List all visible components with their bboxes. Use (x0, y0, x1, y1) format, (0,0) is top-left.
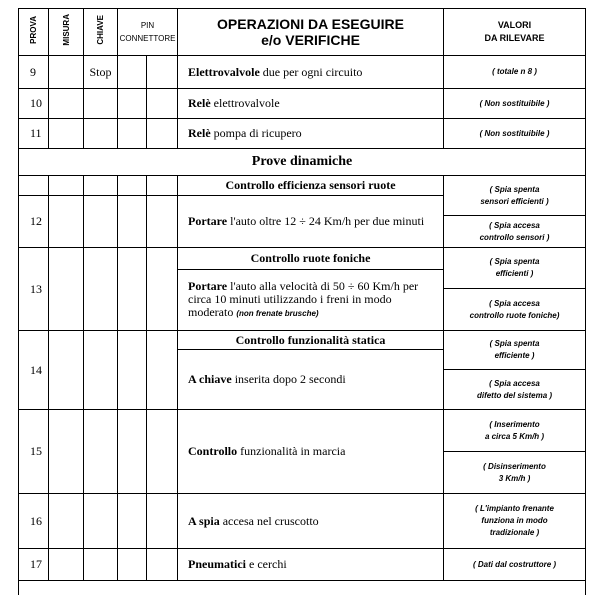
table-row (19, 410, 586, 452)
value-cell: ( Spia spenta efficiente ) (444, 331, 586, 370)
misura-cell (49, 410, 84, 494)
prova-number: 17 (19, 549, 49, 581)
value-cell: ( Dati dal costruttore ) (444, 549, 586, 581)
operation-cell: Portare l'auto alla velocità di 50 ÷ 60 Km/h per circa 10 minuti utilizzando i freni in modo moderato (non frenate brusche) (178, 270, 444, 331)
pin-cell-a (118, 196, 147, 248)
operation-cell: A spia accesa nel cruscotto (178, 494, 444, 549)
value-cell: ( Spia accesa difetto del sistema ) (444, 370, 586, 410)
misura-cell (49, 494, 84, 549)
pin-cell-a (118, 410, 147, 494)
value-cell: ( Disinserimento 3 Km/h ) (444, 452, 586, 494)
misura-cell (49, 248, 84, 331)
table-row (19, 56, 586, 89)
table-row (19, 119, 586, 149)
header-values: VALORI DA RILEVARE (444, 9, 586, 56)
blank-cell (19, 581, 586, 595)
header-row (19, 9, 586, 56)
pin-cell-b (147, 196, 178, 248)
chiave-cell (84, 331, 118, 410)
pin-cell-b (147, 410, 178, 494)
value-cell: ( Spia spenta efficienti ) (444, 248, 586, 289)
chiave-cell: Stop (84, 56, 118, 89)
pin-cell-b (147, 494, 178, 549)
section-row (19, 149, 586, 176)
table-row (19, 549, 586, 581)
value-cell: ( Spia spenta sensori efficienti ) (444, 176, 586, 216)
pin-cell-b (147, 56, 178, 89)
section-title: Prove dinamiche (19, 149, 586, 176)
pin-cell-a (118, 248, 147, 331)
prova-number: 14 (19, 331, 49, 410)
pin-cell-a (118, 56, 147, 89)
table-row (19, 331, 586, 350)
pin-cell-a (118, 494, 147, 549)
value-cell: ( Spia accesa controllo ruote foniche) (444, 289, 586, 331)
blank-cell (147, 176, 178, 196)
table-row (19, 248, 586, 270)
prova-number: 10 (19, 89, 49, 119)
pin-cell-a (118, 549, 147, 581)
verification-table-sheet (18, 8, 585, 600)
blank-cell (84, 176, 118, 196)
operation-subheading: Controllo ruote foniche (178, 248, 444, 270)
pin-cell-b (147, 549, 178, 581)
prova-number: 11 (19, 119, 49, 149)
value-cell: ( Non sostituibile ) (444, 119, 586, 149)
misura-cell (49, 119, 84, 149)
chiave-cell (84, 549, 118, 581)
misura-cell (49, 331, 84, 410)
header-operations: OPERAZIONI DA ESEGUIRE e/o VERIFICHE (178, 9, 444, 56)
chiave-cell (84, 119, 118, 149)
table-row-partial (19, 581, 586, 595)
operation-cell: Pneumatici e cerchi (178, 549, 444, 581)
operation-subheading: Controllo funzionalità statica (178, 331, 444, 350)
chiave-cell (84, 248, 118, 331)
prova-number: 9 (19, 56, 49, 89)
pin-cell-b (147, 248, 178, 331)
pin-cell-a (118, 89, 147, 119)
pin-cell-a (118, 119, 147, 149)
blank-cell (118, 176, 147, 196)
operation-cell: Relè elettrovalvole (178, 89, 444, 119)
header-chiave: CHIAVE (84, 9, 118, 56)
value-cell: ( Non sostituibile ) (444, 89, 586, 119)
pin-cell-a (118, 331, 147, 410)
value-cell: ( L'impianto frenante funziona in modo tradizionale ) (444, 494, 586, 549)
value-cell: ( Spia accesa controllo sensori ) (444, 216, 586, 248)
header-prova: PROVA (19, 9, 49, 56)
misura-cell (49, 549, 84, 581)
prova-number: 16 (19, 494, 49, 549)
header-pin-connettore: PIN CONNETTORE (118, 9, 178, 56)
pin-cell-b (147, 331, 178, 410)
blank-cell (49, 176, 84, 196)
chiave-cell (84, 89, 118, 119)
table-row (19, 176, 586, 196)
operation-cell: Controllo funzionalità in marcia (178, 410, 444, 494)
table-row (19, 494, 586, 549)
operation-cell: Relè pompa di ricupero (178, 119, 444, 149)
operation-cell: A chiave inserita dopo 2 secondi (178, 350, 444, 410)
misura-cell (49, 56, 84, 89)
misura-cell (49, 196, 84, 248)
header-misura: MISURA (49, 9, 84, 56)
chiave-cell (84, 410, 118, 494)
operation-subheading: Controllo efficienza sensori ruote (178, 176, 444, 196)
chiave-cell (84, 196, 118, 248)
chiave-cell (84, 494, 118, 549)
verification-table (18, 8, 586, 595)
value-cell: ( Inserimento a circa 5 Km/h ) (444, 410, 586, 452)
table-row (19, 89, 586, 119)
operation-cell: Elettrovalvole due per ogni circuito (178, 56, 444, 89)
operation-cell: Portare l'auto oltre 12 ÷ 24 Km/h per due minuti (178, 196, 444, 248)
blank-cell (19, 176, 49, 196)
misura-cell (49, 89, 84, 119)
pin-cell-b (147, 89, 178, 119)
value-cell: ( totale n 8 ) (444, 56, 586, 89)
pin-cell-b (147, 119, 178, 149)
prova-number: 15 (19, 410, 49, 494)
prova-number: 13 (19, 248, 49, 331)
prova-number: 12 (19, 196, 49, 248)
